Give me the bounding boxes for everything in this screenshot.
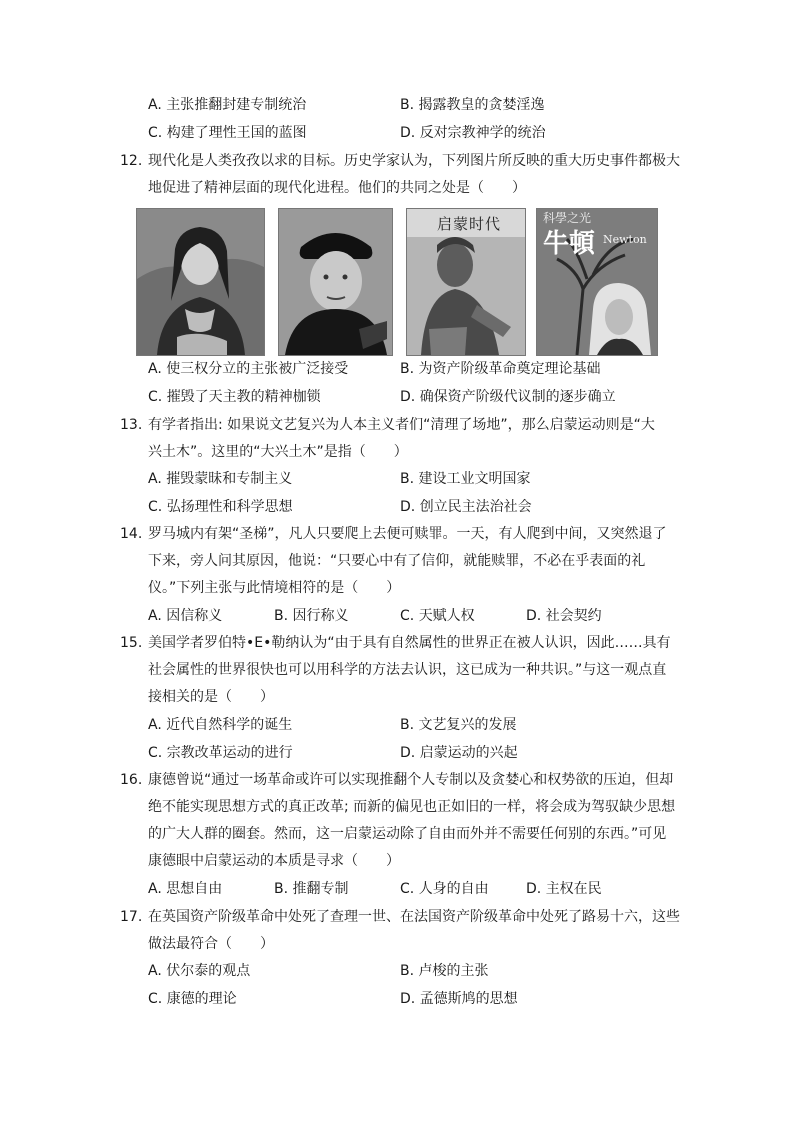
q15-option-c[interactable]: C. 宗教改革运动的进行 <box>148 745 293 761</box>
question-stem-line: 绝不能实现思想方式的真正改革; 而新的偏见也正如旧的一样，将会成为驾驭缺少思想 <box>148 799 676 815</box>
question-stem-line: 下来，旁人问其原因，他说：“只要心中有了信仰，就能赎罪，不必在乎表面的礼 <box>148 553 646 569</box>
question-number: 14. <box>120 526 143 542</box>
q12-option-a[interactable]: A. 使三权分立的主张被广泛接受 <box>148 361 349 377</box>
newton-english-title: Newton <box>603 233 647 246</box>
q17-option-a[interactable]: A. 伏尔泰的观点 <box>148 963 251 979</box>
q13-option-b[interactable]: B. 建设工业文明国家 <box>400 471 531 487</box>
q13-option-a[interactable]: A. 摧毁蒙昧和专制主义 <box>148 471 293 487</box>
question-stem-line: 美国学者罗伯特•E•勒纳认为“由于具有自然属性的世界正在被人认识，因此……具有 <box>148 635 671 651</box>
q15-option-a[interactable]: A. 近代自然科学的诞生 <box>148 717 293 733</box>
question-number: 17. <box>120 909 143 925</box>
question-number: 13. <box>120 417 143 433</box>
q14-option-b[interactable]: B. 因行称义 <box>274 608 349 624</box>
question-number: 12. <box>120 153 143 169</box>
q17-option-c[interactable]: C. 康德的理论 <box>148 991 237 1007</box>
question-stem-line: 地促进了精神层面的现代化进程。他们的共同之处是（ ） <box>148 180 526 196</box>
q12-option-d[interactable]: D. 确保资产阶级代议制的逐步确立 <box>400 389 616 405</box>
q12-option-b[interactable]: B. 为资产阶级革命奠定理论基础 <box>400 361 601 377</box>
q11-option-b[interactable]: B. 揭露教皇的贪婪淫逸 <box>400 97 545 113</box>
q13-option-d[interactable]: D. 创立民主法治社会 <box>400 499 532 515</box>
q11-option-d[interactable]: D. 反对宗教神学的统治 <box>400 125 546 141</box>
q11-option-a[interactable]: A. 主张推翻封建专制统治 <box>148 97 307 113</box>
question-stem-line: 仪。”下列主张与此情境相符的是（ ） <box>148 580 401 596</box>
q12-option-c[interactable]: C. 摧毁了天主教的精神枷锁 <box>148 389 321 405</box>
q17-option-d[interactable]: D. 孟德斯鸠的思想 <box>400 991 518 1007</box>
question-stem-line: 康德曾说“通过一场革命或许可以实现推翻个人专制以及贪婪心和权势欲的压迫，但却 <box>148 772 674 788</box>
question-stem-line: 的广大人群的圈套。然而，这一启蒙运动除了自由而外并不需要任何别的东西。”可见 <box>148 826 667 842</box>
q13-option-c[interactable]: C. 弘扬理性和科学思想 <box>148 499 293 515</box>
question-number: 15. <box>120 635 143 651</box>
enlightenment-title: 启蒙时代 <box>437 215 502 233</box>
newton-title: 牛頓 <box>543 229 596 259</box>
question-number: 16. <box>120 772 143 788</box>
question-stem-line: 接相关的是（ ） <box>148 689 274 705</box>
question-stem-line: 兴土木”。这里的“大兴土木”是指（ ） <box>148 444 408 460</box>
q16-option-b[interactable]: B. 推翻专制 <box>274 881 349 897</box>
q14-option-d[interactable]: D. 社会契约 <box>526 608 602 624</box>
q16-option-d[interactable]: D. 主权在民 <box>526 881 602 897</box>
q15-option-d[interactable]: D. 启蒙运动的兴起 <box>400 745 518 761</box>
question-stem-line: 做法最符合（ ） <box>148 936 274 952</box>
question-stem-line: 社会属性的世界很快也可以用科学的方法去认识，这已成为一种共识。”与这一观点直 <box>148 662 667 678</box>
q11-option-c[interactable]: C. 构建了理性王国的蓝图 <box>148 125 307 141</box>
mona-lisa-image <box>136 208 265 356</box>
newton-top-text: 科學之光 <box>543 211 592 225</box>
newton-image <box>536 208 658 356</box>
q14-option-a[interactable]: A. 因信称义 <box>148 608 223 624</box>
q14-option-c[interactable]: C. 天赋人权 <box>400 608 475 624</box>
question-stem-line: 罗马城内有架“圣梯”，凡人只要爬上去便可赎罪。一天，有人爬到中间，又突然退了 <box>148 526 667 542</box>
q12-picture-row <box>136 208 658 356</box>
question-stem-line: 康德眼中启蒙运动的本质是寻求（ ） <box>148 853 400 869</box>
q15-option-b[interactable]: B. 文艺复兴的发展 <box>400 717 517 733</box>
q16-option-a[interactable]: A. 思想自由 <box>148 881 223 897</box>
question-stem-line: 有学者指出: 如果说文艺复兴为人本主义者们“清理了场地”，那么启蒙运动则是“大 <box>148 417 655 433</box>
question-stem-line: 在英国资产阶级革命中处死了查理一世、在法国资产阶级革命中处死了路易十六，这些 <box>148 909 680 925</box>
enlightenment-era-image <box>406 208 526 356</box>
martin-luther-image <box>278 208 393 356</box>
question-stem-line: 现代化是人类孜孜以求的目标。历史学家认为，下列图片所反映的重大历史事件都极大 <box>148 153 680 169</box>
q17-option-b[interactable]: B. 卢梭的主张 <box>400 963 489 979</box>
q16-option-c[interactable]: C. 人身的自由 <box>400 881 489 897</box>
